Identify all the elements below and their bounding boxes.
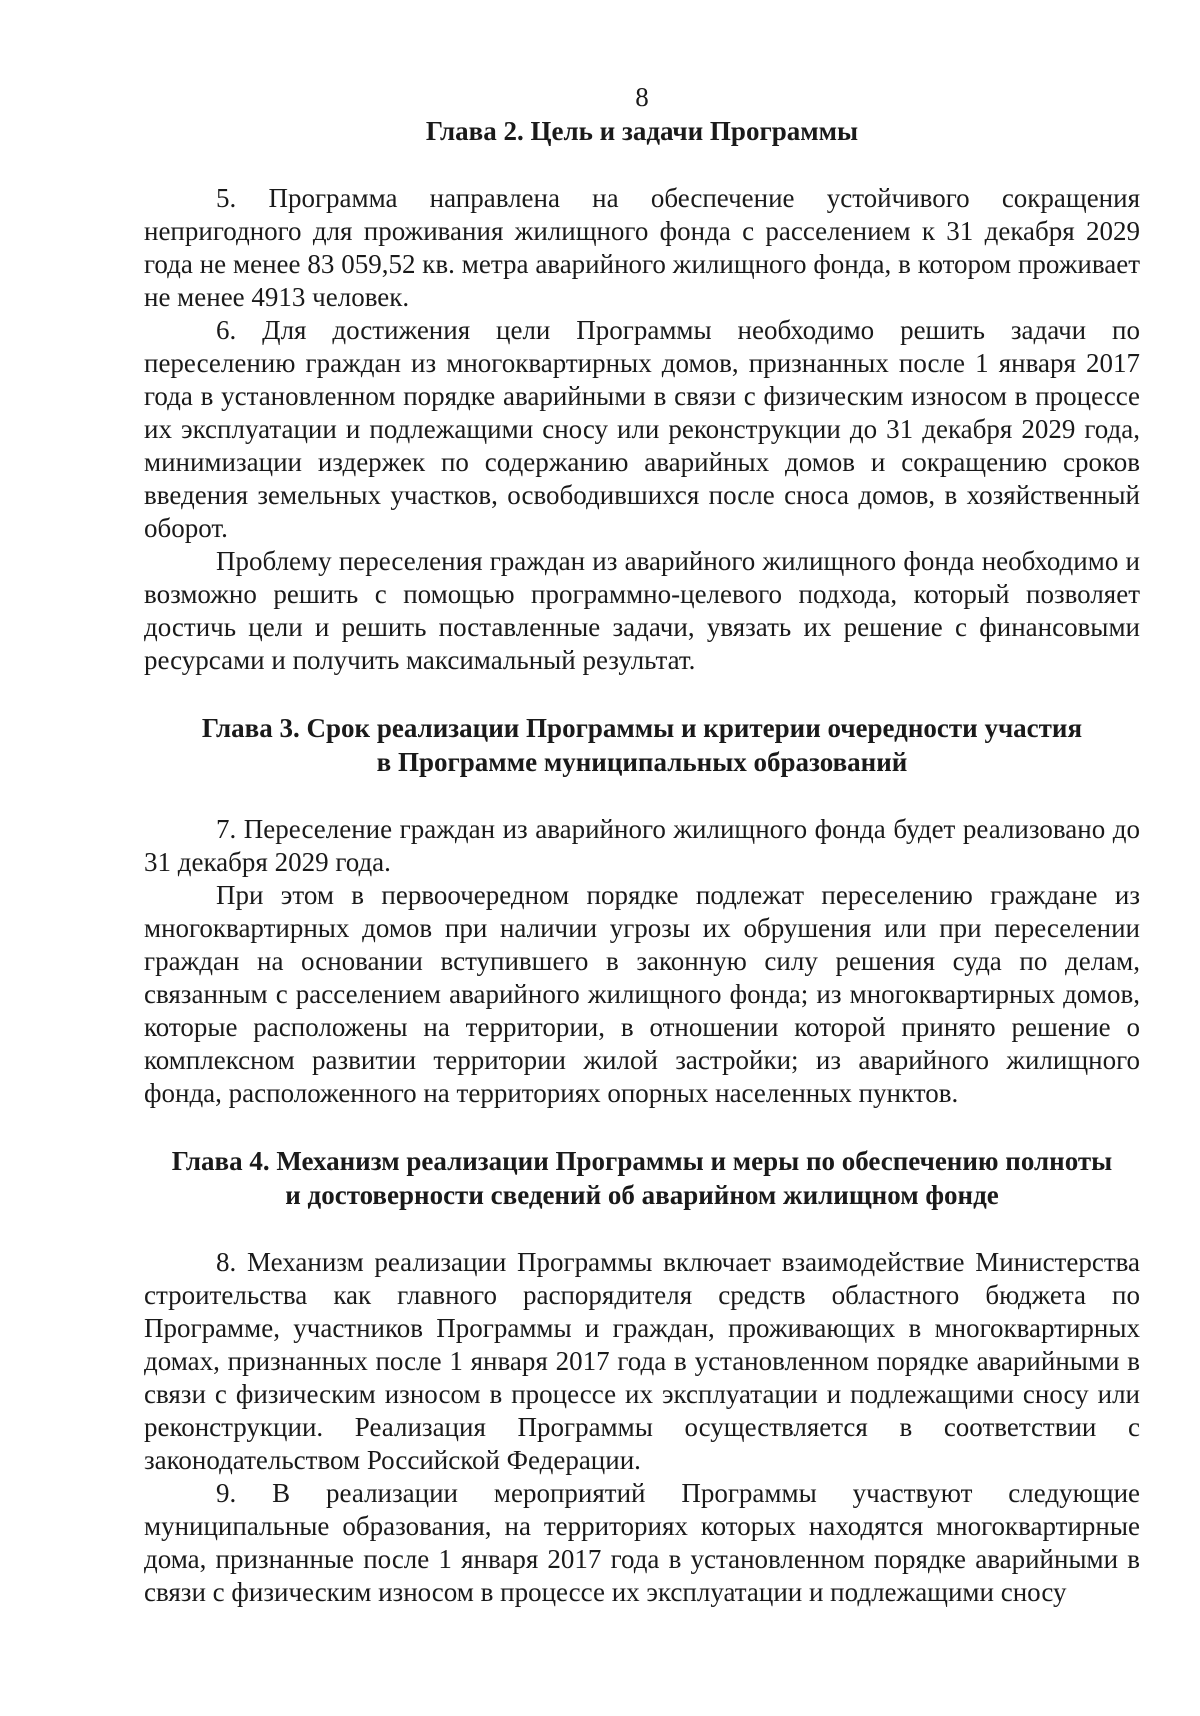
- page-number: 8: [635, 82, 649, 112]
- paragraph-6: 6. Для достижения цели Программы необходимо решить задачи по переселению граждан из многоквартирных домов, признанных после 1 января 2017 года в установленном порядке аварийными в связи с физическим износом в процессе их эксплуатации и подлежащими сносу или реконструкции до 31 декабря 2029 года, минимизации издержек по содержанию аварийных домов и сокращению сроков введения земельных участков, освободившихся после сноса домов, в хозяйственный оборот.: [144, 315, 1140, 543]
- paragraph-5: 5. Программа направлена на обеспечение устойчивого сокращения непригодного для проживания жилищного фонда с расселением к 31 декабря 2029 года не менее 83 059,52 кв. метра аварийного жилищного фонда, в котором проживает не менее 4913 человек.: [144, 183, 1140, 312]
- chapter-3-title-line-2: в Программе муниципальных образований: [376, 747, 908, 777]
- document-page: [144, 80, 1140, 1609]
- chapter-3-title-line-1: Глава 3. Срок реализации Программы и критерии очередности участия: [201, 713, 1083, 743]
- paragraph-7: 7. Переселение граждан из аварийного жилищного фонда будет реализовано до 31 декабря 2029 года.: [144, 814, 1140, 877]
- chapter-4-title-line-1: Глава 4. Механизм реализации Программы и меры по обеспечению полноты: [171, 1146, 1113, 1176]
- paragraph-8: 8. Механизм реализации Программы включает взаимодействие Министерства строительства как главного распорядителя средств областного бюджета по Программе, участников Программы и граждан, проживающих в многоквартирных домах, признанных после 1 января 2017 года в установленном порядке аварийными в связи с физическим износом в процессе их эксплуатации и подлежащими сносу или реконструкции. Реализация Программы осуществляется в соответствии с законодательством Российской Федерации.: [144, 1247, 1140, 1475]
- chapter-4-heading: [144, 1144, 1140, 1212]
- chapter-2-title: Глава 2. Цель и задачи Программы: [425, 116, 859, 146]
- chapter-2-heading: [144, 114, 1140, 148]
- chapter-4-title-line-2: и достоверности сведений об аварийном жилищном фонде: [285, 1180, 999, 1210]
- paragraph-9: 9. В реализации мероприятий Программы участвуют следующие муниципальные образования, на территориях которых находятся многоквартирные дома, признанные после 1 января 2017 года в установленном порядке аварийными в связи с физическим износом в процессе их эксплуатации и подлежащими сносу: [144, 1478, 1140, 1607]
- paragraph-priority: При этом в первоочередном порядке подлежат переселению граждане из многоквартирных домов при наличии угрозы их обрушения или при переселении граждан на основании вступившего в законную силу решения суда по делам, связанным с расселением аварийного жилищного фонда; из многоквартирных домов, которые расположены на территории, в отношении которой принято решение о комплексном развитии территории жилой застройки; из аварийного жилищного фонда, расположенного на территориях опорных населенных пунктов.: [144, 880, 1140, 1108]
- chapter-3-heading: [144, 711, 1140, 779]
- paragraph-problem: Проблему переселения граждан из аварийного жилищного фонда необходимо и возможно решить с помощью программно-целевого подхода, который позволяет достичь цели и решить поставленные задачи, увязать их решение с финансовыми ресурсами и получить максимальный результат.: [144, 546, 1140, 675]
